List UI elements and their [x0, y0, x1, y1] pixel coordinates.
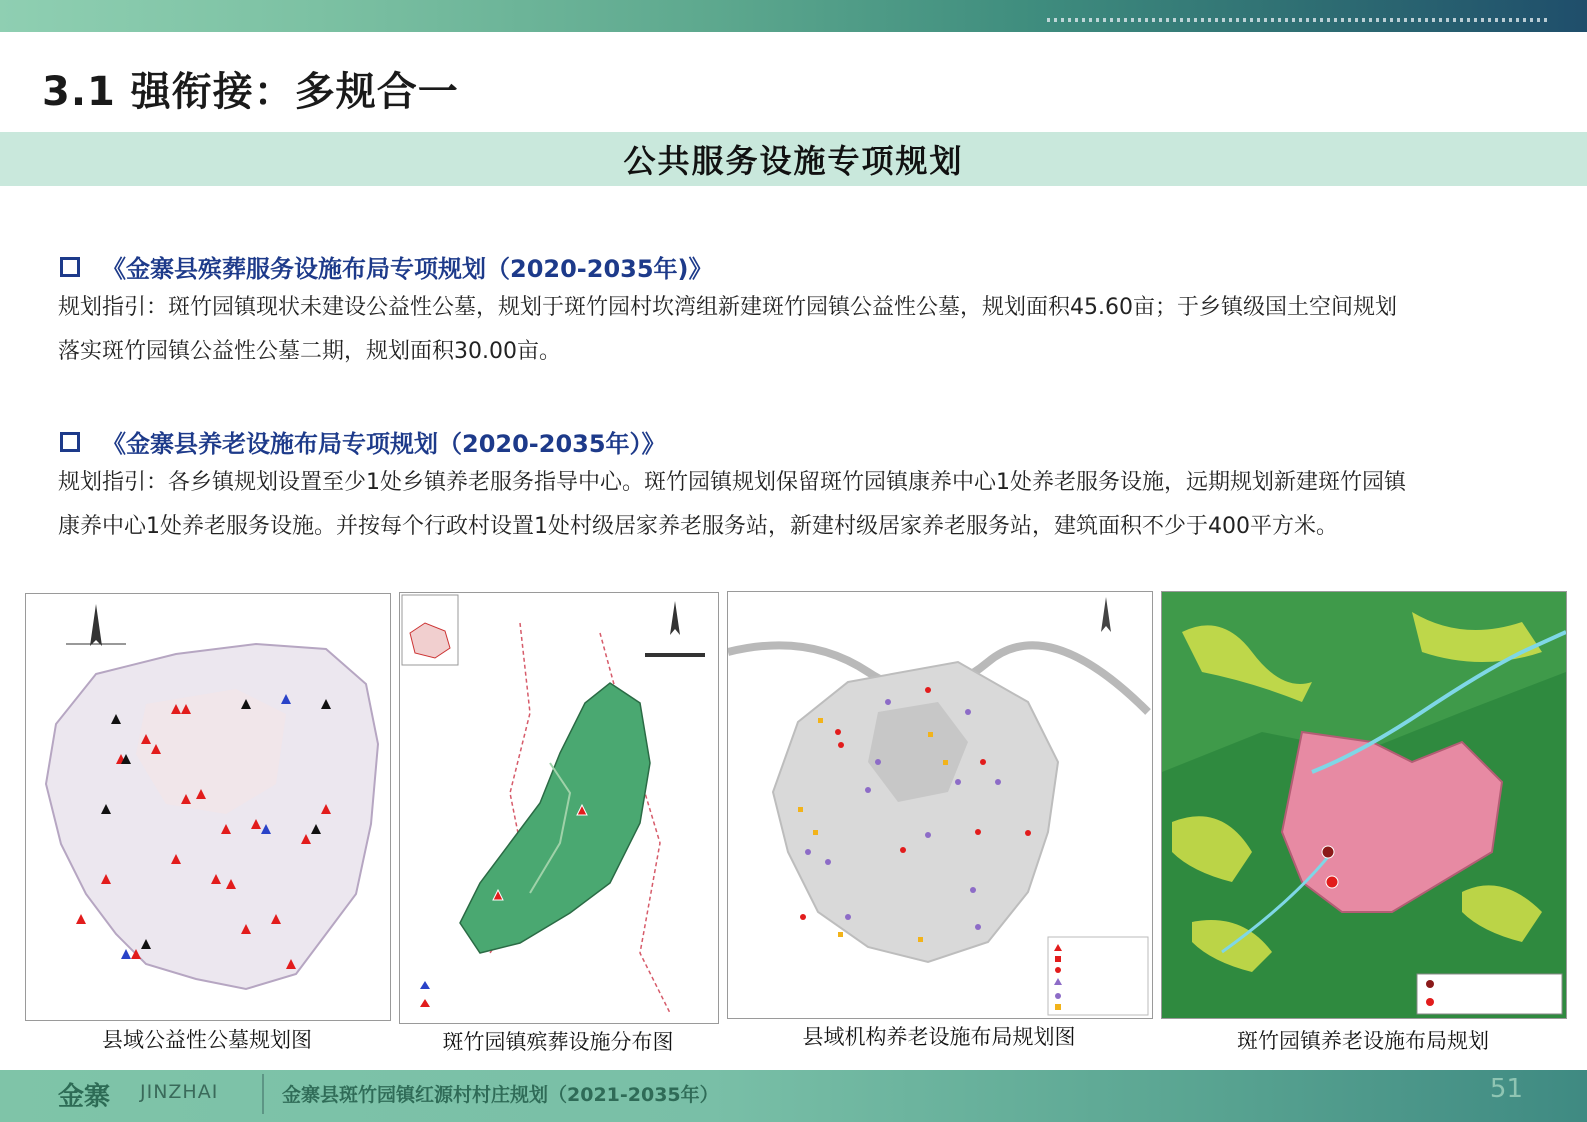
paragraph-line: 落实斑竹园镇公益性公墓二期，规划面积30.00亩。 — [58, 339, 561, 364]
section-heading-text: 《金寨县殡葬服务设施布局专项规划（2020-2035年)》 — [102, 255, 713, 283]
section-paragraph-elderly — [58, 461, 1528, 549]
figure-caption: 县域公益性公墓规划图 — [102, 1028, 312, 1052]
figure-caption: 县域机构养老设施布局规划图 — [802, 1025, 1076, 1049]
checkbox-square-icon — [60, 432, 80, 452]
checkbox-square-icon — [60, 257, 80, 277]
paragraph-line: 规划指引：各乡镇规划设置至少1处乡镇养老服务指导中心。斑竹园镇规划保留斑竹园镇康养中心1处养老服务设施，远期规划新建斑竹园镇 — [58, 470, 1406, 495]
footer-divider — [262, 1074, 264, 1114]
top-decor-band — [0, 0, 1587, 32]
figure-caption: 斑竹园镇养老设施布局规划 — [1237, 1029, 1489, 1053]
paragraph-line: 规划指引：斑竹园镇现状未建设公益性公墓，规划于斑竹园村坎湾组新建斑竹园镇公益性公墓，规划面积45.60亩；于乡镇级国土空间规划 — [58, 295, 1397, 320]
section-heading-funeral — [60, 249, 713, 284]
section-heading-text: 《金寨县养老设施布局专项规划（2020-2035年）》 — [102, 430, 666, 458]
footer-band — [0, 1070, 1587, 1122]
section-paragraph-funeral — [58, 286, 1528, 374]
map-township-elderly — [1161, 591, 1567, 1019]
paragraph-line: 康养中心1处养老服务设施。并按每个行政村设置1处村级居家养老服务站，新建村级居家养老服务站，建筑面积不少于400平方米。 — [58, 514, 1338, 539]
section-banner — [0, 132, 1587, 186]
section-banner-label: 公共服务设施专项规划 — [623, 142, 964, 180]
map-county-cemetery — [25, 593, 391, 1021]
footer-logo-en: JINZHAI — [140, 1081, 219, 1103]
page-number: 51 — [1489, 1074, 1523, 1104]
map-county-elderly — [727, 591, 1153, 1019]
page-title: 3.1 强衔接：多规合一 — [42, 69, 459, 115]
footer-logo: 金寨 — [58, 1082, 111, 1112]
footer-plan-title: 金寨县斑竹园镇红源村村庄规划（2021-2035年） — [282, 1084, 719, 1106]
map-township-funeral — [399, 592, 719, 1024]
decor-dots — [1047, 18, 1547, 22]
figure-caption: 斑竹园镇殡葬设施分布图 — [442, 1030, 674, 1054]
section-heading-elderly — [60, 424, 666, 459]
